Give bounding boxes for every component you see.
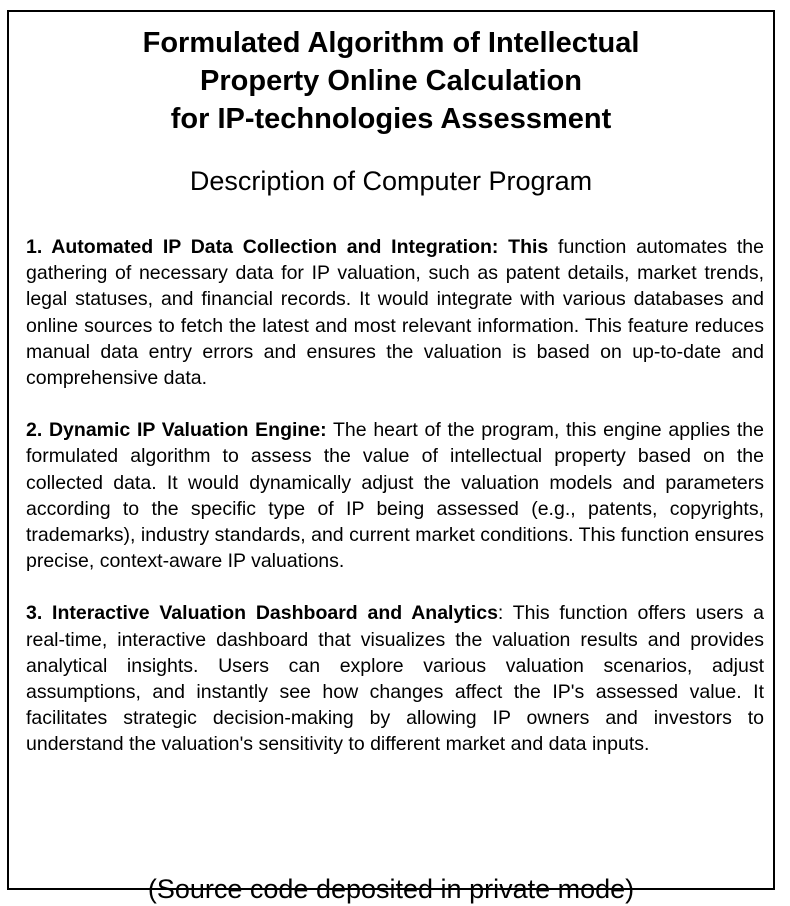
function-section-1 [26,234,764,391]
document-frame [7,10,775,904]
title-line-3: for IP-technologies Assessment [170,103,612,135]
section-2-heading: 2. Dynamic IP Valuation Engine: [26,419,327,442]
title-line-2: Property Online Calculation [200,65,582,97]
function-list [26,234,764,784]
section-1-body: function automates the gathering of necessary data for IP valuation, such as patent details, market trends, legal statuses, and financial records. It would integrate with various databases and online sources to fetch the latest and most relevant information. This feature reduces manual data entry errors and ensures the valuation is based on up-to-date and comprehensive data. [26,236,764,390]
source-code-note: (Source code deposited in private mode) [147,874,635,904]
section-2-body: The heart of the program, this engine applies the formulated algorithm to assess the value of intellectual property based on the collected data. It would dynamically adjust the valuation models and parameters according to the specific type of IP being assessed (e.g., patents, copyrights, trademarks), industry standards, and current market conditions. This function ensures precise, context-aware IP valuations. [26,419,764,573]
section-3-body: : This function offers users a real-time, interactive dashboard that visualizes the valuation results and provides analytical insights. Users can explore various valuation scenarios, adjust assumptions, and instantly see how changes affect the IP's assessed value. It facilitates strategic decision-making by allowing IP owners and investors to understand the valuation's sensitivity to different market and data inputs. [26,602,764,756]
section-1-heading: 1. Automated IP Data Collection and Integration: This [26,236,549,258]
document-subtitle: Description of Computer Program [189,166,593,196]
section-3-heading: 3. Interactive Valuation Dashboard and Analytics [26,602,498,625]
function-section-2 [26,417,764,574]
title-line-1: Formulated Algorithm of Intellectual [142,27,640,59]
document-title [9,24,773,138]
function-section-3 [26,600,764,757]
